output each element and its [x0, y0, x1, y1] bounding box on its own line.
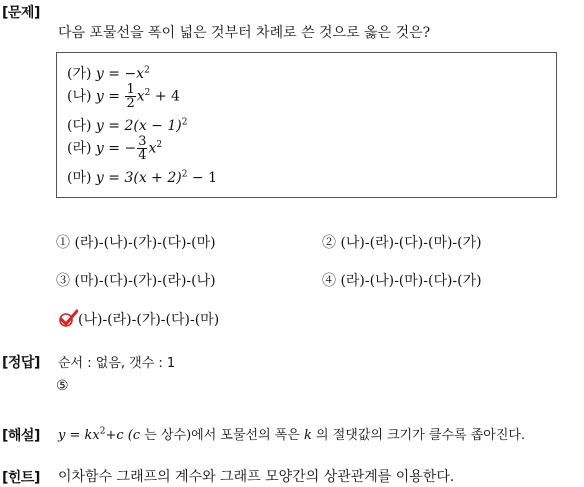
choice-3[interactable]: ③ (마)-(다)-(가)-(라)-(나): [56, 273, 216, 289]
hint-label: [힌트]: [2, 470, 40, 486]
fraction-half: $\frac{1}{2}$: [126, 82, 135, 111]
item-ga: (가) $y = -x^2$: [67, 65, 150, 82]
item-ra: (라) y = − $\frac{3}{4}$ $x^2$: [67, 134, 163, 163]
answer-line: 순서 : 없음, 갯수 : 1: [58, 356, 176, 371]
answer-label: [정답]: [2, 355, 40, 371]
explanation-text: $y = kx^2+c$ (c 는 상수)에서 포물선의 폭은 k 의 절댓값의 크기가 클수록 좁아진다.: [58, 426, 526, 443]
explanation-label: [해설]: [2, 428, 40, 444]
answer-number: ⑤: [56, 378, 69, 394]
item-ma: (마) $y = 3(x + 2)^2 - 1$: [67, 169, 217, 186]
choice-4[interactable]: ④ (라)-(나)-(마)-(다)-(가): [322, 273, 482, 289]
item-da: (다) $y = 2(x - 1)^2$: [67, 117, 188, 134]
item-na: (나) y = $\frac{1}{2}$ $x^2 + 4$: [67, 82, 180, 111]
question-text: 다음 포물선을 폭이 넓은 것부터 차례로 쓴 것으로 옳은 것은?: [58, 25, 431, 41]
choice-1[interactable]: ① (라)-(나)-(가)-(다)-(마): [56, 235, 216, 251]
choice-2[interactable]: ② (나)-(라)-(다)-(마)-(가): [322, 235, 482, 251]
checkmark-icon: [58, 308, 78, 328]
conditions-box: [56, 52, 557, 198]
hint-text: 이차함수 그래프의 계수와 그래프 모양간의 상관관계를 이용한다.: [58, 469, 455, 485]
choice-5[interactable]: (나)-(라)-(가)-(다)-(마): [78, 312, 220, 328]
fraction-three-quarters: $\frac{3}{4}$: [138, 134, 147, 163]
problem-label: [문제]: [2, 5, 40, 21]
